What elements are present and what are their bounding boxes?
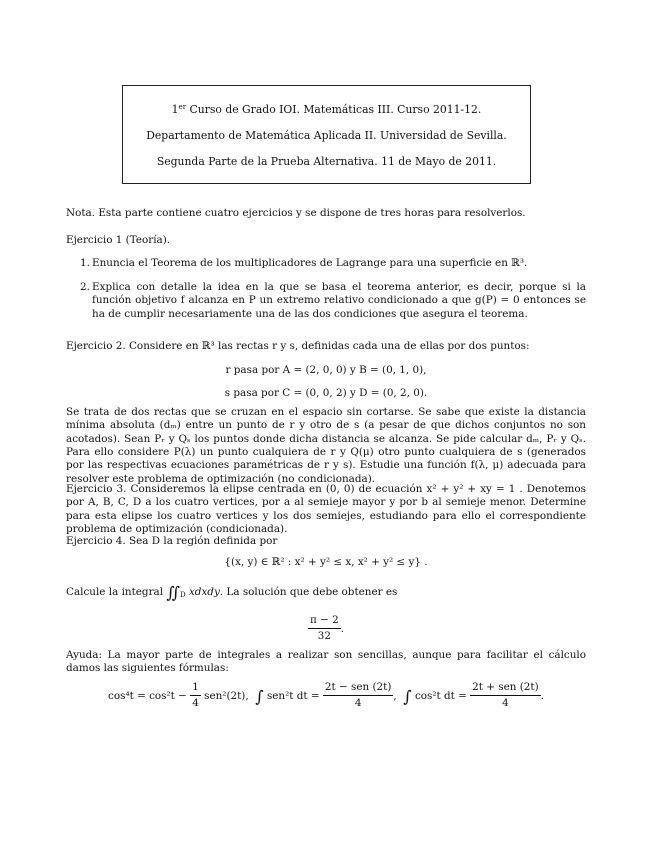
exercise-2-body: Se trata de dos rectas que se cruzan en el espacio sin cortarse. Se sabe que existe la distancia mínima absoluta (dₘ) entre un punto de r y otro de s (a pesar de que dichos conjuntos no son acotados). Sean Pᵣ y Qₛ los puntos donde dicha distancia se alcanza. Se pide calcular dₘ, Pᵣ y Qₛ. Para ello considere P(λ) un punto cualquiera de r y Q(μ) otro punto cualquiera de s (generados por las respectivas ecuaciones paramétricas de r y s). Estudie una función f(λ, μ) adecuada para resolver este problema de optimización (no condicionada). bbox=[66, 406, 586, 485]
header-department: Departamento de Matemática Aplicada II. Universidad de Sevilla. bbox=[146, 129, 507, 142]
exercise-4-region: {(x, y) ∈ ℝ² : x² + y² ≤ x, x² + y² ≤ y} . bbox=[224, 556, 428, 568]
exercise-2-line-s: s pasa por C = (0, 0, 2) y D = (0, 2, 0). bbox=[224, 387, 428, 399]
header-course: 1er Curso de Grado IOI. Matemáticas III. Curso 2011-12. bbox=[171, 103, 482, 116]
exercise-3-body: Ejercicio 3. Consideremos la elipse centrada en (0, 0) de ecuación x² + y² + xy = 1 . Denotemos por A, B, C, D a los cuatro vertices, por a al semieje mayor y por b al semieje menor. Determine para esta elipse los cuatro vertices y los dos semiejes, estudiando para ello el correspondiente problema de optimización (condicionada). bbox=[66, 483, 586, 535]
exercise-1-title: Ejercicio 1 (Teoría). bbox=[66, 234, 171, 246]
note-text: Nota. Esta parte contiene cuatro ejercicios y se dispone de tres horas para resolverlos. bbox=[66, 207, 526, 219]
exercise-1-item-1: 1. Enuncia el Teorema de los multiplicadores de Lagrange para una superficie en ℝ³. bbox=[80, 257, 528, 269]
header-exam: Segunda Parte de la Prueba Alternativa. 11 de Mayo de 2011. bbox=[156, 155, 497, 168]
exercise-2-line-r: r pasa por A = (2, 0, 0) y B = (0, 1, 0), bbox=[225, 364, 427, 376]
header-box bbox=[122, 85, 531, 184]
exercise-4-intro: Ejercicio 4. Sea D la región definida por bbox=[66, 535, 278, 547]
exercise-4-integral: Calcule la integral $∬_D$ xdxdy. La solución que debe obtener es bbox=[66, 583, 398, 602]
exercise-4-solution: $\frac{\pi - 2}{32}$ . bbox=[309, 614, 345, 643]
exercise-4-hint: Ayuda: La mayor parte de integrales a realizar son sencillas, aunque para facilitar el cálculo damos las siguientes fórmulas: bbox=[66, 649, 586, 675]
exercise-4-formulas: cos⁴t = cos²t − $\frac{1}{4}$ sen²(2t), ∫ sen²t dt = $\frac{\text{2t − sen (2t)}}{4}$ , ∫ cos²t dt = $\frac{\text{2t + sen (2t)}}{4}$ . bbox=[108, 681, 544, 710]
exercise-2-intro: Ejercicio 2. Considere en ℝ³ las rectas r y s, definidas cada una de ellas por dos puntos: bbox=[66, 340, 530, 352]
exercise-1-item-2: 2. Explica con detalle la idea en la que se basa el teorema anterior, es decir, porque si la función objetivo f alcanza en P un extremo relativo condicionado a que g(P) = 0 entonces se ha de cumplir necesariamente una de las dos condiciones que asegura el teorema. bbox=[80, 281, 586, 320]
